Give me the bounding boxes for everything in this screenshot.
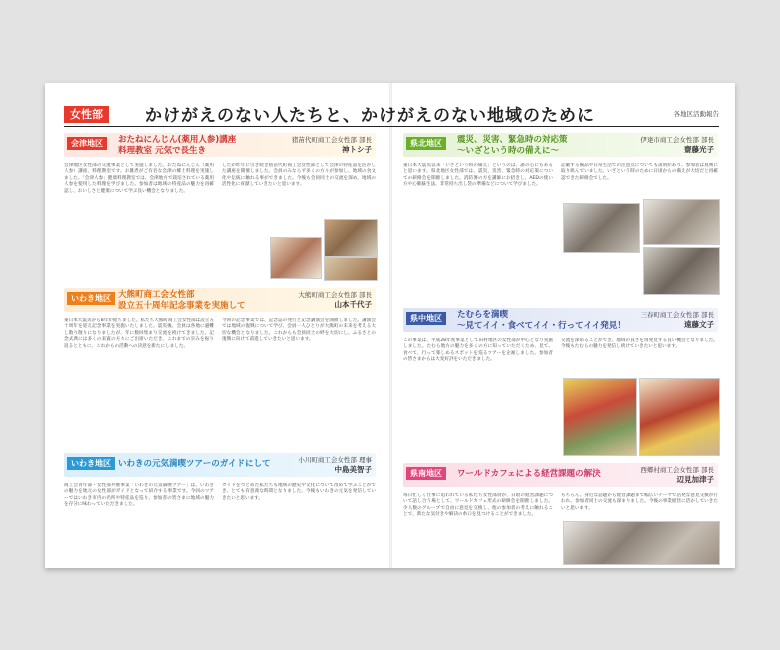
article-body: 今回の記念事業では、記念誌の発行と記念講演会を開催しました。講演会では地域の復興について学び、会員一人ひとりが大熊町の未来を考える大切な機会となりました。これからも会員同士の絆を大切にし、ふるさとの復興に向けて前進していきたいと思います。	[222, 318, 376, 343]
region-badge: いわき地区	[67, 457, 115, 470]
article-kenchu	[403, 308, 718, 458]
author-org: 三春町商工会女性部 部長	[640, 311, 714, 319]
author-name: 遠藤文子	[684, 320, 714, 329]
author-org: 猪苗代町商工会女性部 部長	[291, 136, 372, 144]
author-org: 伊達市商工会女性部 部長	[640, 136, 714, 144]
article-body: 東日本大震災以来「いざという時の備え」というのは、誰の心にもあると思います。県北地区女性部では、震災、災害、緊急時の対応策についての研修会を開催しました。消防署の方を講師にお招きし、AEDの使い方や心肺蘇生法、非常持ち出し袋の準備などについて学びました。	[403, 163, 553, 188]
region-badge: 県北地区	[406, 137, 446, 150]
article-kenpoku	[403, 133, 718, 303]
article-body: 毎日忙しく仕事に追われている私たち女性部員が、日頃の経営課題について話し合う場として、ワールドカフェ形式の研修会を開催しました。少人数のグループで自由に意見を交換し、他の参加者の考えに触れることで、新たな気付きや解決の糸口を見つけることができました。	[403, 493, 553, 518]
section-label: 女性部	[64, 106, 109, 123]
author-name: 中島美智子	[334, 465, 372, 474]
magazine-spread	[45, 83, 735, 568]
article-body: 記載する備品や日常生活での注意点についても説明があり、参加者は真剣に取り組んでいました。いざという時のために日頃からの備えが大切だと再確認できた研修会でした。	[561, 163, 718, 181]
photo	[563, 378, 637, 456]
author-name: 齋藤光子	[684, 145, 714, 154]
page-gutter	[389, 83, 392, 568]
article-body: 東日本大震災から8年が経ちました。私たち大熊町商工会女性部は設立五十周年を迎え記念事業を実施いたしました。震災後、会員は各地に避難し散り散りになりましたが、年に数回集まり交流を続けてきました。記念式典には多くの来賓の方々にご出席いただき、これまでの歩みを振り返るとともに、これからの活動への決意を新たにしました。	[64, 318, 214, 349]
article-body: もちろん、身近な話題から経営課題まで幅広いテーマで活発な意見交換が行われ、参加者同士の交流も深まりました。今後の事業経営に活かしていきたいと思います。	[561, 493, 718, 511]
photo	[643, 247, 720, 295]
article-title: いわきの元気満喫ツアーのガイドにして	[118, 459, 271, 469]
header-rule	[64, 126, 719, 127]
page-title: かけがえのない人たちと、かけがえのない地域のために	[145, 106, 595, 126]
photo	[643, 199, 720, 245]
photo	[324, 257, 378, 281]
article-kennan	[403, 463, 718, 565]
article-body: 商工会青年部・女性部共催事業「いわきの元気満喫ツアー」は、いわきの魅力を地元の女性部がガイドとなって紹介する事業です。今回のツアーではいわき市内の名所や特産品を巡り、参加者の皆さまに地域の魅力を存分に味わっていただきました。	[64, 483, 214, 508]
region-badge: 県南地区	[406, 467, 446, 480]
region-badge: 会津地区	[67, 137, 107, 150]
article-title: おたねにんじん(薬用人参)講座 料理教室 元気で長生き	[118, 135, 237, 156]
section-tag: 各地区活動報告	[673, 110, 719, 118]
photo	[270, 237, 322, 279]
article-body: したが昨年に引き続き猪苗代町商工会女性部として会津の特産品を活かした講座を開催しました。会員のみならず多くの方々が参加し、地域の食文化や伝統に触れる事ができました。今後も会員同士の交流を深め、地域の活性化に貢献していきたいと思います。	[222, 163, 376, 188]
region-badge: いわき地区	[67, 292, 115, 305]
article-body: この事業は、平成28年度事業として田村地区の女性部が中心となり実施しました。たむら地方の魅力を多くの方に知っていただくため、見て、食べて、行って楽しめるスポットを巡るツアーを企画しました。参加者の皆さまからは大変好評をいただきました。	[403, 338, 553, 363]
author-org: 小川町商工会女性部 理事	[298, 456, 372, 464]
article-okuma	[64, 288, 376, 453]
article-title: 震災、災害、緊急時の対応策 〜いざという時の備えに〜	[457, 135, 568, 156]
author-name: 辺見加津子	[676, 475, 714, 484]
article-title: たむらを満喫 〜見てイイ・食べてイイ・行ってイイ発見！	[457, 310, 626, 331]
photo	[563, 203, 640, 253]
photo	[563, 521, 720, 565]
author-name: 神トシ子	[342, 145, 372, 154]
author-org: 西郷村商工会女性部 部長	[640, 466, 714, 474]
article-ogawa	[64, 453, 376, 565]
author-org: 大熊町商工会女性部 部長	[298, 291, 372, 299]
article-title: ワールドカフェによる経営課題の解決	[457, 469, 601, 479]
article-body: 会津地区女性部の交流事業として実施しました。おたねにんじん（薬用人参）講座、料理教室です。お雑煮がご有名な会津の郷土料理を実施しました。「会津人参」健康料理教室では、会津地方で栽培されている薬用人参を使用した料理を学びました。参加者は地域の特産品の魅力を再確認し、おいしさと健康について学ぶ良い機会となりました。	[64, 163, 214, 194]
region-badge: 県中地区	[406, 312, 446, 325]
article-body: ガイドをつとめた私たちも地域の歴史や文化について改めて学ぶことができ、とても有意義な時間となりました。今後もいわきの元気を発信していきたいと思います。	[222, 483, 376, 501]
photo	[324, 219, 378, 257]
article-aizu	[64, 133, 376, 283]
article-body: 交流を深めることができ、地域の良さを再発見する良い機会となりました。今後もたむらの魅力を発信し続けていきたいと思います。	[561, 338, 718, 350]
article-title: 大熊町商工会女性部 設立五十周年記念事業を実施して	[118, 290, 246, 311]
photo	[639, 378, 720, 456]
author-name: 山本千代子	[334, 300, 372, 309]
